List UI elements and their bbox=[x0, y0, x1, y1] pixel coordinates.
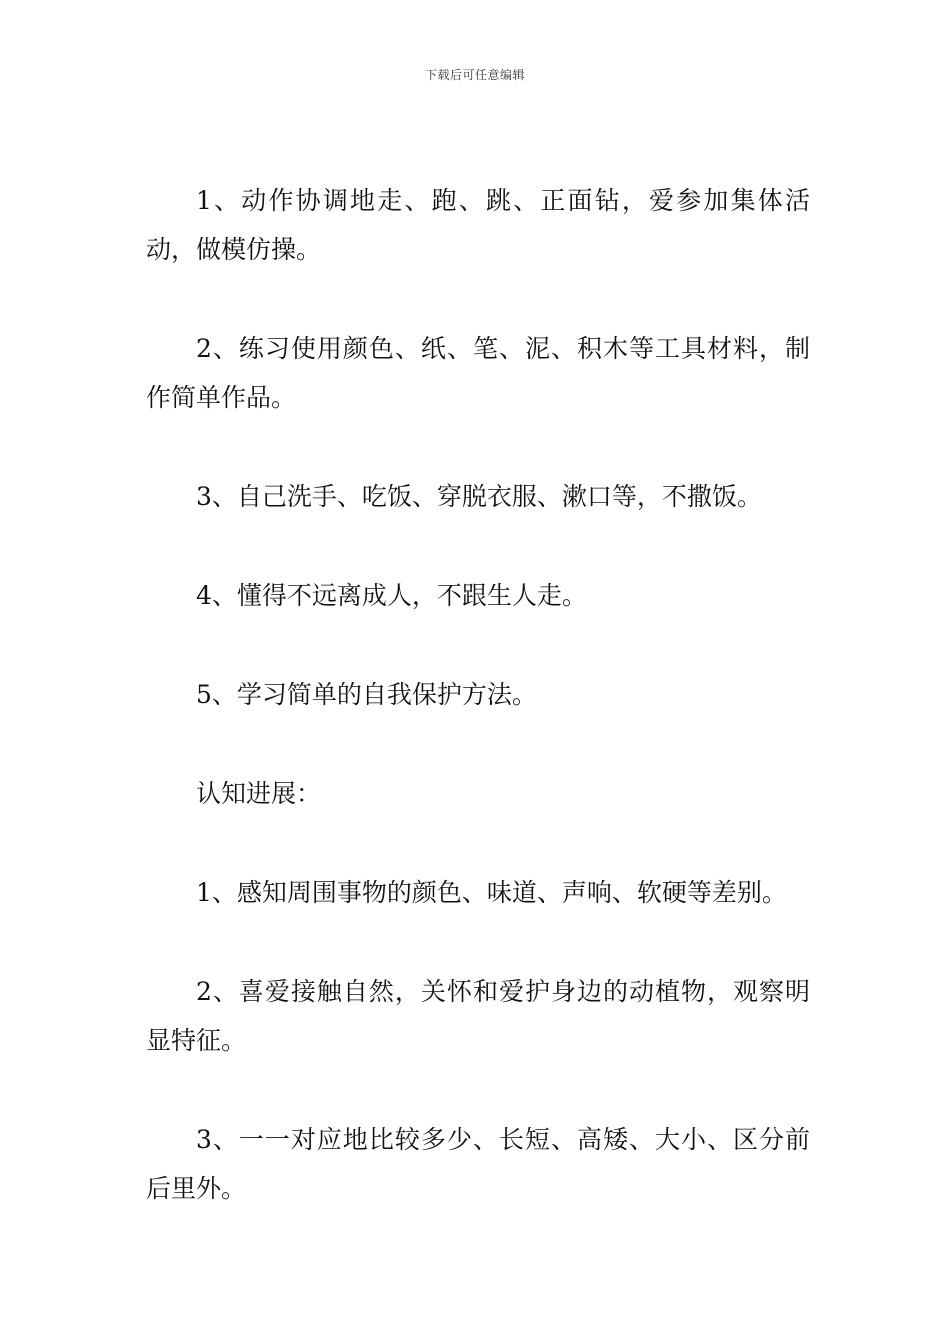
document-body bbox=[146, 176, 810, 1263]
paragraph-self-protection: 5、学习简单的自我保护方法。 bbox=[196, 680, 537, 709]
paragraph-self-care: 3、自己洗手、吃饭、穿脱衣服、漱口等，不撒饭。 bbox=[196, 482, 762, 511]
paragraph-motor-coordination: 1、动作协调地走、跑、跳、正面钻，爱参加集体活动，做模仿操。 bbox=[146, 186, 810, 264]
paragraph-stay-with-adults: 4、懂得不远离成人，不跟生人走。 bbox=[196, 581, 587, 610]
paragraph-comparison: 3、一一对应地比较多少、长短、高矮、大小、区分前后里外。 bbox=[146, 1125, 810, 1203]
paragraph-tool-materials: 2、练习使用颜色、纸、笔、泥、积木等工具材料，制作简单作品。 bbox=[146, 334, 810, 412]
paragraph-nature: 2、喜爱接触自然，关怀和爱护身边的动植物，观察明显特征。 bbox=[146, 977, 810, 1055]
page-header-note: 下载后可任意编辑 bbox=[424, 68, 525, 82]
section-heading-cognitive: 认知进展： bbox=[196, 779, 322, 808]
paragraph-perception: 1、感知周围事物的颜色、味道、声响、软硬等差别。 bbox=[196, 878, 787, 907]
